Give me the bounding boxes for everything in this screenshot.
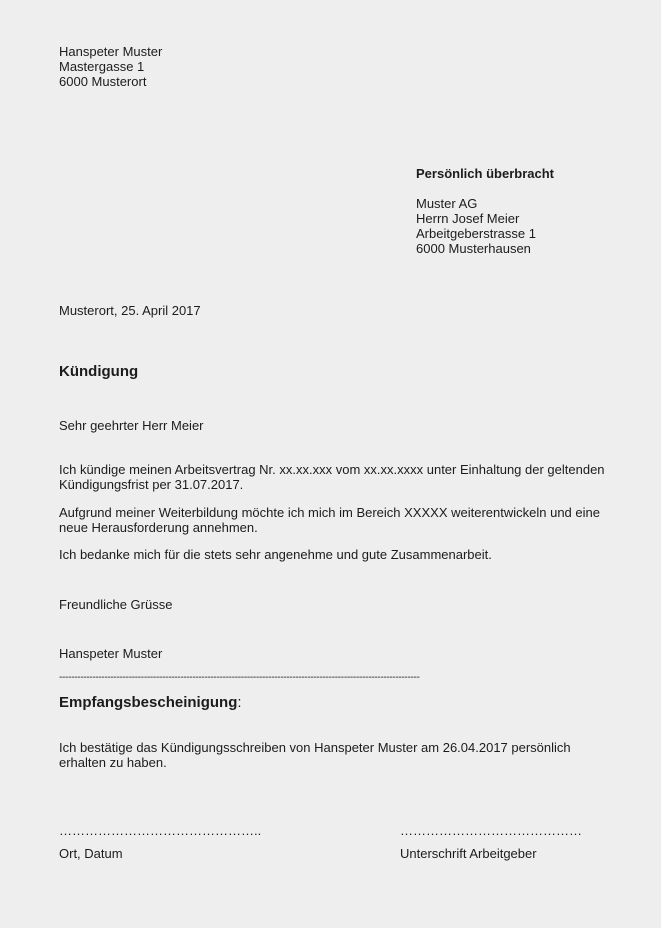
- paragraph-2-line-2: neue Herausforderung annehmen.: [59, 520, 258, 535]
- paragraph-3: Ich bedanke mich für die stets sehr angenehme und gute Zusammenarbeit.: [59, 547, 492, 562]
- receipt-title-colon: :: [237, 694, 242, 711]
- signature-name: Hanspeter Muster: [59, 646, 163, 661]
- paragraph-1: [59, 462, 605, 492]
- cut-line: -----------------------------------------------------------------------------------------------------------------------: [59, 672, 420, 683]
- place-date-dots: ………………………………………..: [59, 823, 262, 838]
- receipt-body-line-2: erhalten zu haben.: [59, 755, 167, 770]
- receipt-body-line-1: Ich bestätige das Kündigungsschreiben von Hanspeter Muster am 26.04.2017 persönlich: [59, 740, 571, 755]
- sender-street: Mastergasse 1: [59, 59, 145, 74]
- subject-heading: Kündigung: [59, 363, 139, 380]
- paragraph-1-line-2: Kündigungsfrist per 31.07.2017.: [59, 477, 244, 492]
- paragraph-2-line-1: Aufgrund meiner Weiterbildung möchte ich mich im Bereich XXXXX weiterentwickeln und eine: [59, 505, 600, 520]
- sender-address: [59, 44, 162, 89]
- place-date-label: Ort, Datum: [59, 846, 123, 861]
- recipient-contact: Herrn Josef Meier: [416, 211, 520, 226]
- employer-signature-label: Unterschrift Arbeitgeber: [400, 846, 537, 861]
- sender-name: Hanspeter Muster: [59, 44, 163, 59]
- receipt-title: [59, 694, 242, 712]
- recipient-city: 6000 Musterhausen: [416, 241, 531, 256]
- paragraph-1-line-1: Ich kündige meinen Arbeitsvertrag Nr. xx.xx.xxx vom xx.xx.xxxx unter Einhaltung der geltenden: [59, 462, 605, 477]
- sender-city: 6000 Musterort: [59, 74, 147, 89]
- receipt-title-text: Empfangsbescheinigung: [59, 694, 238, 711]
- paragraph-2: [59, 505, 600, 535]
- date-line: Musterort, 25. April 2017: [59, 303, 201, 318]
- delivery-note: Persönlich überbracht: [416, 166, 554, 181]
- employer-signature-dots: ……………………………………: [400, 823, 582, 838]
- closing: Freundliche Grüsse: [59, 597, 173, 612]
- receipt-body: [59, 740, 605, 770]
- salutation: Sehr geehrter Herr Meier: [59, 418, 204, 433]
- recipient-company: Muster AG: [416, 196, 478, 211]
- recipient-address: [416, 166, 554, 256]
- recipient-street: Arbeitgeberstrasse 1: [416, 226, 536, 241]
